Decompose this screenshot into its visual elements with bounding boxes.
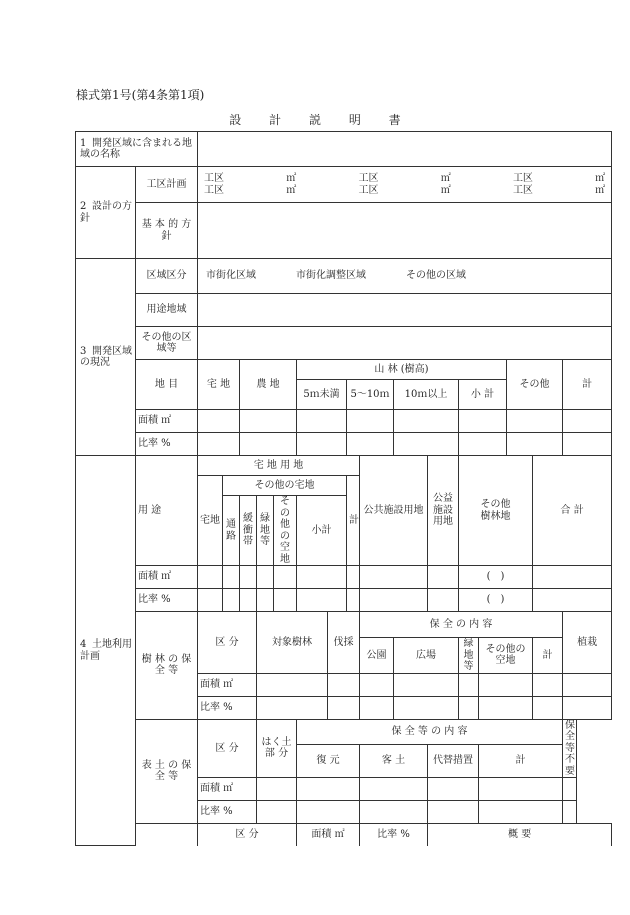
green-col: 緑地等 — [257, 496, 274, 566]
planting-header: 植栽 — [563, 612, 612, 674]
cell[interactable] — [257, 673, 328, 696]
cell[interactable] — [533, 673, 563, 696]
other-district-label: その他の区域等 — [136, 327, 198, 360]
use-district-value[interactable] — [198, 294, 612, 327]
cell[interactable] — [297, 566, 347, 589]
cell[interactable] — [533, 589, 612, 612]
cell[interactable] — [257, 778, 297, 801]
cell[interactable] — [507, 410, 563, 433]
soil-label: 表 土 の 保 全 等 — [136, 719, 198, 824]
paren-cell[interactable]: ( ) — [459, 589, 533, 612]
sum-col: 計 — [533, 638, 563, 674]
cell[interactable] — [459, 696, 479, 719]
soil-area-label: 面積 ㎡ — [198, 778, 257, 801]
grand-total-header: 合 計 — [533, 456, 612, 566]
other-open-col2: その他の空地 — [479, 638, 533, 674]
takuchi-total: 計 — [347, 476, 360, 566]
cell[interactable] — [394, 410, 459, 433]
cell[interactable] — [198, 589, 223, 612]
cell[interactable] — [533, 566, 612, 589]
park-col: 公園 — [360, 638, 394, 674]
plan-label: 工区計画 — [136, 167, 198, 203]
kubun-header-3: 区 分 — [198, 824, 297, 846]
cell[interactable] — [394, 433, 459, 456]
plan-value[interactable]: 工区 ㎡ 工区 ㎡ 工区 ㎡ 工区 ㎡ 工区 ㎡ 工区 ㎡ — [198, 167, 612, 203]
area-label-4: 面積 ㎡ — [136, 566, 198, 589]
height-5-10m: 5～10ｍ — [347, 380, 394, 410]
kubun-header-2: 区 分 — [198, 719, 257, 778]
cell[interactable] — [428, 778, 479, 801]
target-forest-header: 対象樹林 — [257, 612, 328, 674]
green-etc-col: 緑地等 — [459, 638, 479, 674]
title-char: 書 — [388, 113, 401, 127]
forest-label: 樹 林 の 保 全 等 — [136, 612, 198, 720]
cell[interactable] — [328, 696, 360, 719]
cell[interactable] — [347, 589, 360, 612]
area-header-3: 面積 ㎡ — [297, 824, 360, 846]
sanrin-subtotal: 小 計 — [459, 380, 507, 410]
title-char: 計 — [269, 113, 282, 127]
stripping-header: はく土部 分 — [257, 719, 297, 778]
cell[interactable] — [297, 778, 360, 801]
cell[interactable] — [347, 410, 394, 433]
cell[interactable] — [360, 673, 394, 696]
title-char: 設 — [229, 113, 242, 127]
chimoku-label: 地 目 — [136, 360, 198, 410]
youto-label: 用 途 — [136, 456, 198, 566]
other-takuchi-header: その他の宅地 — [223, 476, 347, 496]
plaza-col: 広場 — [394, 638, 459, 674]
takuchi-col: 宅地 — [198, 476, 223, 566]
cell[interactable] — [257, 566, 274, 589]
cell[interactable] — [240, 566, 257, 589]
height-over-10m: 10ｍ以上 — [394, 380, 459, 410]
felling-header: 伐採 — [328, 612, 360, 674]
document-title — [0, 111, 630, 128]
sec1-label: 1 開発区域に含まれる地域の名称 — [76, 132, 198, 167]
other-use-header: その他 樹林地 — [459, 456, 533, 566]
cell[interactable] — [328, 673, 360, 696]
cell[interactable] — [223, 589, 240, 612]
sanrin-header: 山 林 (樹高) — [297, 360, 507, 380]
gaiyou-header: 概 要 — [428, 824, 612, 846]
cell[interactable] — [223, 566, 240, 589]
cell[interactable] — [479, 673, 533, 696]
cell[interactable] — [347, 566, 360, 589]
cell[interactable] — [257, 801, 297, 824]
zone-label: 区域区分 — [136, 259, 198, 294]
cell[interactable] — [257, 589, 274, 612]
cell[interactable] — [297, 801, 360, 824]
ratio-label-4: 比率 % — [136, 589, 198, 612]
cell[interactable] — [563, 801, 577, 824]
cell[interactable] — [459, 673, 479, 696]
sec3-label: 3 開発区域の現況 — [76, 259, 136, 456]
area-label: 面積 ㎡ — [136, 410, 198, 433]
public-facility-header: 公共施設用地 — [360, 456, 428, 566]
blank-cell — [136, 824, 198, 846]
cell[interactable] — [459, 433, 507, 456]
cell[interactable] — [479, 801, 563, 824]
cell[interactable] — [394, 696, 459, 719]
cell[interactable] — [347, 433, 394, 456]
sec1-value[interactable] — [198, 132, 612, 167]
total-header: 計 — [563, 360, 612, 410]
other-header: その他 — [507, 360, 563, 410]
takuchi-youchi-header: 宅 地 用 地 — [198, 456, 360, 476]
other-open-col: その他の空地 — [274, 496, 297, 566]
form-number: 様式第1号(第4条第1項) — [76, 88, 205, 102]
cell[interactable] — [479, 696, 533, 719]
forest-area-label: 面積 ㎡ — [198, 673, 257, 696]
title-char: 説 — [308, 113, 321, 127]
alternative-col: 代替措置 — [428, 744, 479, 777]
cell[interactable] — [240, 410, 297, 433]
cell[interactable] — [428, 801, 479, 824]
cell[interactable] — [507, 433, 563, 456]
cell[interactable] — [240, 433, 297, 456]
cell[interactable] — [563, 673, 612, 696]
preserve-contents-header: 保 全 の 内 容 — [360, 612, 563, 638]
cell[interactable] — [428, 566, 459, 589]
policy-label: 基 本 的 方 針 — [136, 203, 198, 259]
soil-sum-col: 計 — [479, 744, 563, 777]
cell[interactable] — [533, 696, 563, 719]
nouchi-header: 農 地 — [240, 360, 297, 410]
takuchi-header: 宅 地 — [198, 360, 240, 410]
forest-ratio-label: 比率 % — [198, 696, 257, 719]
sec2-label: 2 設計の方 針 — [76, 167, 136, 259]
restore-col: 復 元 — [297, 744, 360, 777]
cell[interactable] — [198, 410, 240, 433]
cell[interactable] — [257, 696, 328, 719]
road-col: 通路 — [223, 496, 240, 566]
policy-value[interactable] — [198, 203, 612, 259]
cell[interactable] — [274, 589, 297, 612]
zone-options[interactable]: 市街化区域 市街化調整区域 その他の区域 — [198, 259, 612, 294]
cell[interactable] — [198, 433, 240, 456]
cell[interactable] — [479, 778, 563, 801]
cell[interactable] — [563, 410, 612, 433]
buffer-col: 緩衝帯 — [240, 496, 257, 566]
cell[interactable] — [394, 673, 459, 696]
cell[interactable] — [428, 589, 459, 612]
cell[interactable] — [563, 778, 577, 801]
ratio-label: 比率 % — [136, 433, 198, 456]
use-district-label: 用途地域 — [136, 294, 198, 327]
public-benefit-header: 公益施設用地 — [428, 456, 459, 566]
soil-ratio-label: 比率 % — [198, 801, 257, 824]
preserve-contents-header-2: 保 全 等 の 内 容 — [297, 719, 563, 744]
cell[interactable] — [297, 410, 347, 433]
height-under-5m: 5ｍ未満 — [297, 380, 347, 410]
paren-cell[interactable]: ( ) — [459, 566, 533, 589]
ratio-header-3: 比率 % — [360, 824, 428, 846]
guest-soil-col: 客 土 — [360, 744, 428, 777]
cell[interactable] — [274, 566, 297, 589]
sec4-label: 4 土地利用計画 — [76, 456, 136, 846]
cell[interactable] — [360, 778, 428, 801]
cell[interactable] — [360, 801, 428, 824]
preserve-unneeded-header: 保全等不 要 — [563, 719, 577, 778]
cell[interactable] — [360, 589, 428, 612]
cell[interactable] — [563, 696, 612, 719]
cell[interactable] — [459, 410, 507, 433]
title-char: 明 — [348, 113, 361, 127]
cell[interactable] — [360, 696, 394, 719]
cell[interactable] — [360, 566, 428, 589]
kubun-header: 区 分 — [198, 612, 257, 674]
cell[interactable] — [240, 589, 257, 612]
cell[interactable] — [198, 566, 223, 589]
cell[interactable] — [297, 589, 347, 612]
cell[interactable] — [297, 433, 347, 456]
subtotal-col: 小計 — [297, 496, 347, 566]
cell[interactable] — [563, 433, 612, 456]
other-district-value[interactable] — [198, 327, 612, 360]
design-description-table — [75, 131, 612, 846]
